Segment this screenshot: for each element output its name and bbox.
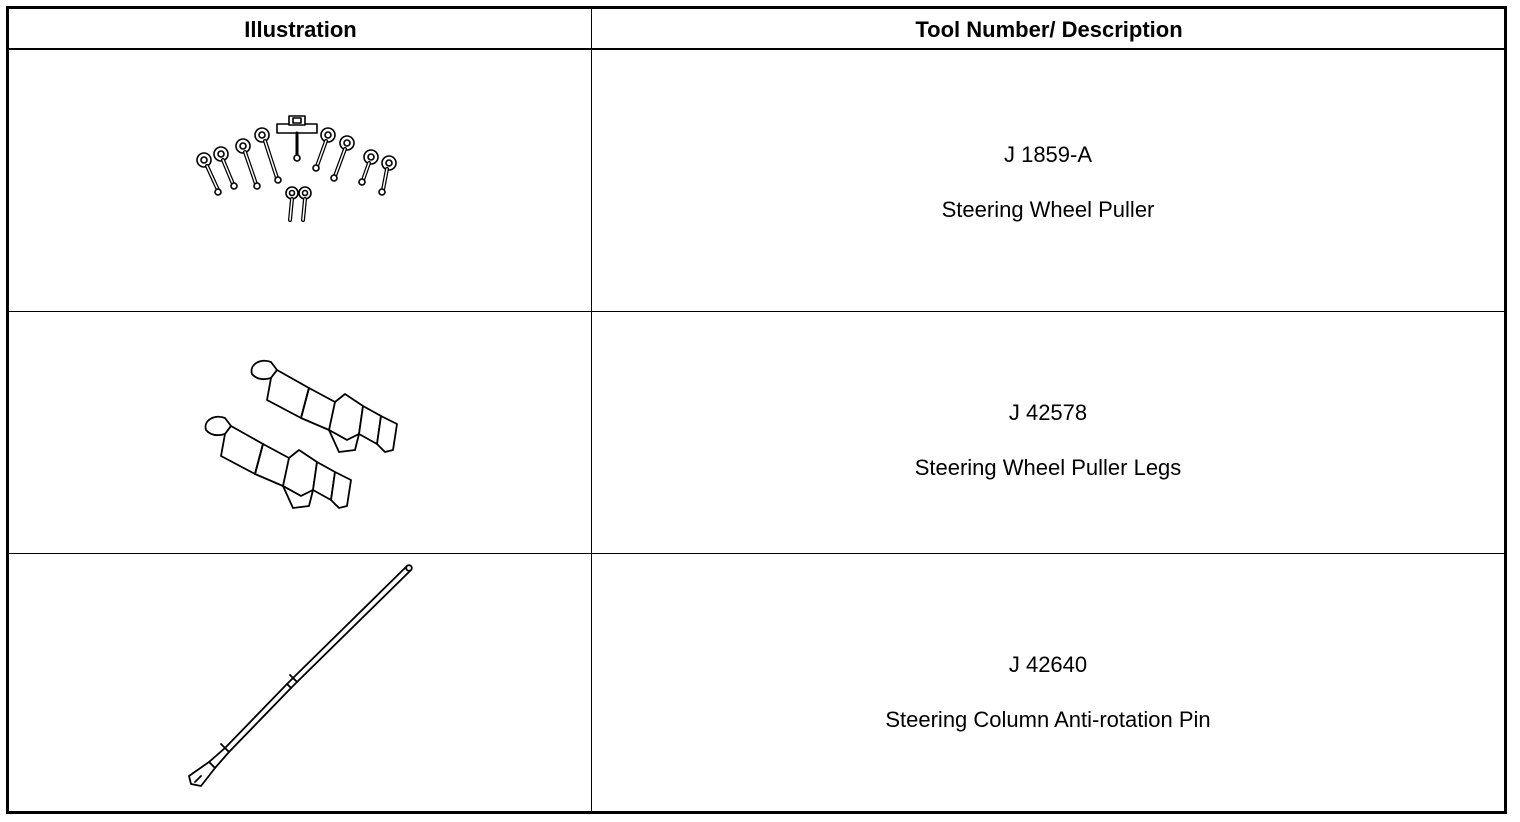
- tool-number: J 1859-A: [1003, 142, 1093, 167]
- tool-description: Steering Wheel Puller: [941, 197, 1155, 222]
- tool-table: [6, 6, 1507, 814]
- description-cell: [592, 312, 1504, 553]
- tool-description: Steering Column Anti-rotation Pin: [885, 707, 1211, 732]
- puller-legs-icon: [9, 312, 591, 554]
- tool-number: J 42578: [1008, 400, 1088, 425]
- illustration-cell: [9, 312, 591, 553]
- tool-description: Steering Wheel Puller Legs: [914, 455, 1182, 480]
- anti-rotation-pin-icon: [9, 554, 591, 811]
- table-row: [9, 312, 1504, 554]
- illustration-cell: [9, 554, 591, 811]
- table-header-row: [9, 9, 1504, 50]
- table-row: [9, 554, 1504, 811]
- header-illustration: Illustration: [244, 17, 357, 42]
- description-cell: [592, 50, 1504, 311]
- description-cell: [592, 554, 1504, 811]
- table-row: [9, 50, 1504, 312]
- steering-wheel-puller-icon: [9, 50, 591, 312]
- header-tool-description: Tool Number/ Description: [915, 17, 1183, 42]
- tool-number: J 42640: [1008, 652, 1088, 677]
- illustration-cell: [9, 50, 591, 311]
